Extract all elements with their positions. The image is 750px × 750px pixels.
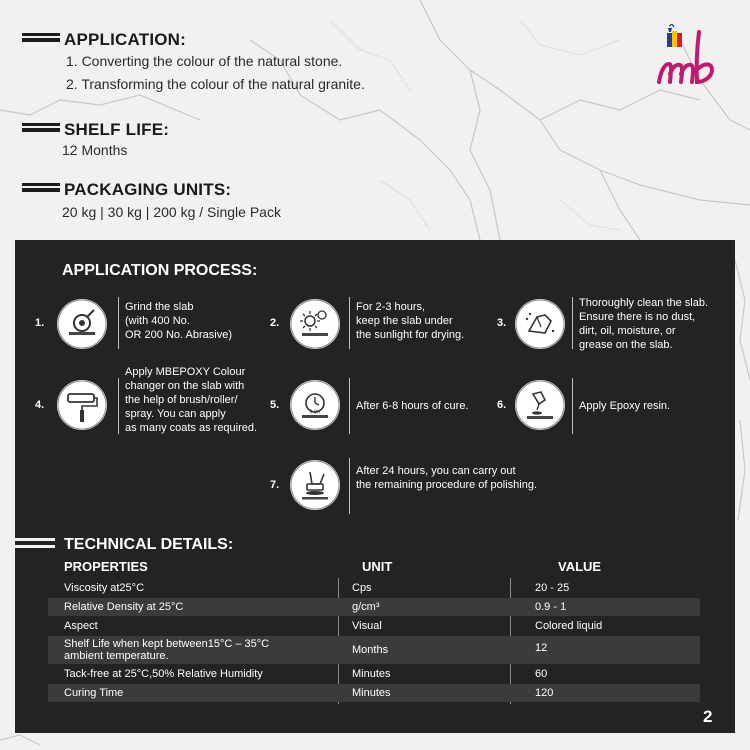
shelf-life-value: 12 Months: [62, 142, 128, 158]
packaging-title: PACKAGING UNITS:: [64, 180, 232, 199]
step-5-number: 5.: [270, 399, 280, 411]
step-3-divider: [572, 297, 573, 349]
row-value: 20 - 25: [535, 582, 570, 594]
header-properties: PROPERTIES: [64, 559, 148, 574]
section-marker-shelf-life: [22, 123, 60, 133]
table-row: [48, 636, 700, 664]
step-7-divider: [349, 458, 350, 514]
row-property-line-2: ambient temperature.: [64, 650, 169, 662]
step-7-text: After 24 hours, you can carry out the remaining procedure of polishing.: [356, 465, 538, 491]
application-title: APPLICATION:: [64, 30, 187, 49]
step-6-divider: [572, 378, 573, 434]
section-marker-technical-2: [15, 545, 55, 548]
step-4-text: Apply MBEPOXY Colour changer on the slab with the help of brush/roller/ spray. You can apply as many coats as required.: [125, 366, 258, 434]
row-value: 120: [535, 687, 554, 699]
header-value: VALUE: [558, 559, 602, 574]
section-marker-application: [22, 33, 60, 43]
row-value: 0.9 - 1: [535, 601, 567, 613]
section-marker-technical: [15, 538, 55, 541]
row-property: Aspect: [64, 620, 98, 632]
row-unit: Minutes: [352, 687, 391, 699]
epoxy-pour-icon: [515, 380, 565, 430]
step-5-text: After 6-8 hours of cure.: [356, 400, 469, 412]
shelf-life-title: SHELF LIFE:: [64, 120, 170, 139]
page-number: 2: [703, 707, 713, 726]
row-value: 12: [535, 642, 548, 654]
table-row: [48, 598, 700, 616]
table-row: [48, 684, 700, 702]
row-unit: Minutes: [352, 668, 391, 680]
table-row: [48, 665, 700, 683]
row-unit: g/cm³: [352, 601, 380, 613]
clock-label: 6-8H: [309, 409, 321, 416]
application-item-2: 2. Transforming the colour of the natural granite.: [66, 76, 365, 92]
step-2-number: 2.: [270, 317, 280, 329]
row-property: Shelf Life when kept between15°C – 35°C: [64, 638, 270, 650]
step-2-text: For 2-3 hours, keep the slab under the sunlight for drying.: [356, 301, 465, 341]
table-row: [48, 579, 700, 597]
paint-roller-icon: [57, 380, 107, 430]
row-unit: Months: [352, 644, 389, 656]
step-4-divider: [118, 378, 119, 434]
step-4-number: 4.: [35, 399, 45, 411]
mb-logo: [655, 24, 717, 88]
row-property: Tack-free at 25°C,50% Relative Humidity: [64, 668, 263, 680]
step-6-text: Apply Epoxy resin.: [579, 400, 671, 412]
packaging-value: 20 kg | 30 kg | 200 kg / Single Pack: [62, 204, 281, 220]
row-property: Curing Time: [64, 687, 124, 699]
application-item-1: 1. Converting the colour of the natural stone.: [66, 53, 343, 69]
cleaning-hand-icon: [515, 299, 565, 349]
grinding-slab-icon: [57, 299, 107, 349]
section-marker-packaging: [22, 183, 60, 193]
row-unit: Cps: [352, 582, 372, 594]
row-unit: Visual: [352, 620, 382, 632]
clock-cure-icon: [290, 380, 340, 430]
step-2-divider: [349, 297, 350, 349]
step-1-number: 1.: [35, 317, 45, 329]
technical-title: TECHNICAL DETAILS:: [64, 536, 234, 553]
row-value: Colored liquid: [535, 620, 603, 632]
sun-drying-icon: [290, 299, 340, 349]
step-3-text: Thoroughly clean the slab. Ensure there is no dust, dirt, oil, moisture, or grease on the slab.: [579, 297, 709, 351]
step-7-number: 7.: [270, 479, 280, 491]
polishing-machine-icon: [290, 460, 340, 510]
table-row: [48, 617, 700, 635]
step-1-divider: [118, 297, 119, 349]
header-unit: UNIT: [362, 559, 393, 574]
row-value: 60: [535, 668, 548, 680]
step-6-number: 6.: [497, 399, 507, 411]
step-1-text: Grind the slab (with 400 No. OR 200 No. Abrasive): [125, 301, 232, 341]
step-3-number: 3.: [497, 317, 507, 329]
process-title: APPLICATION PROCESS:: [62, 262, 258, 279]
logo-text: mb: [655, 24, 657, 25]
row-property: Relative Density at 25°C: [64, 601, 184, 613]
step-5-divider: [349, 378, 350, 434]
row-property: Viscosity at25°C: [64, 582, 145, 594]
